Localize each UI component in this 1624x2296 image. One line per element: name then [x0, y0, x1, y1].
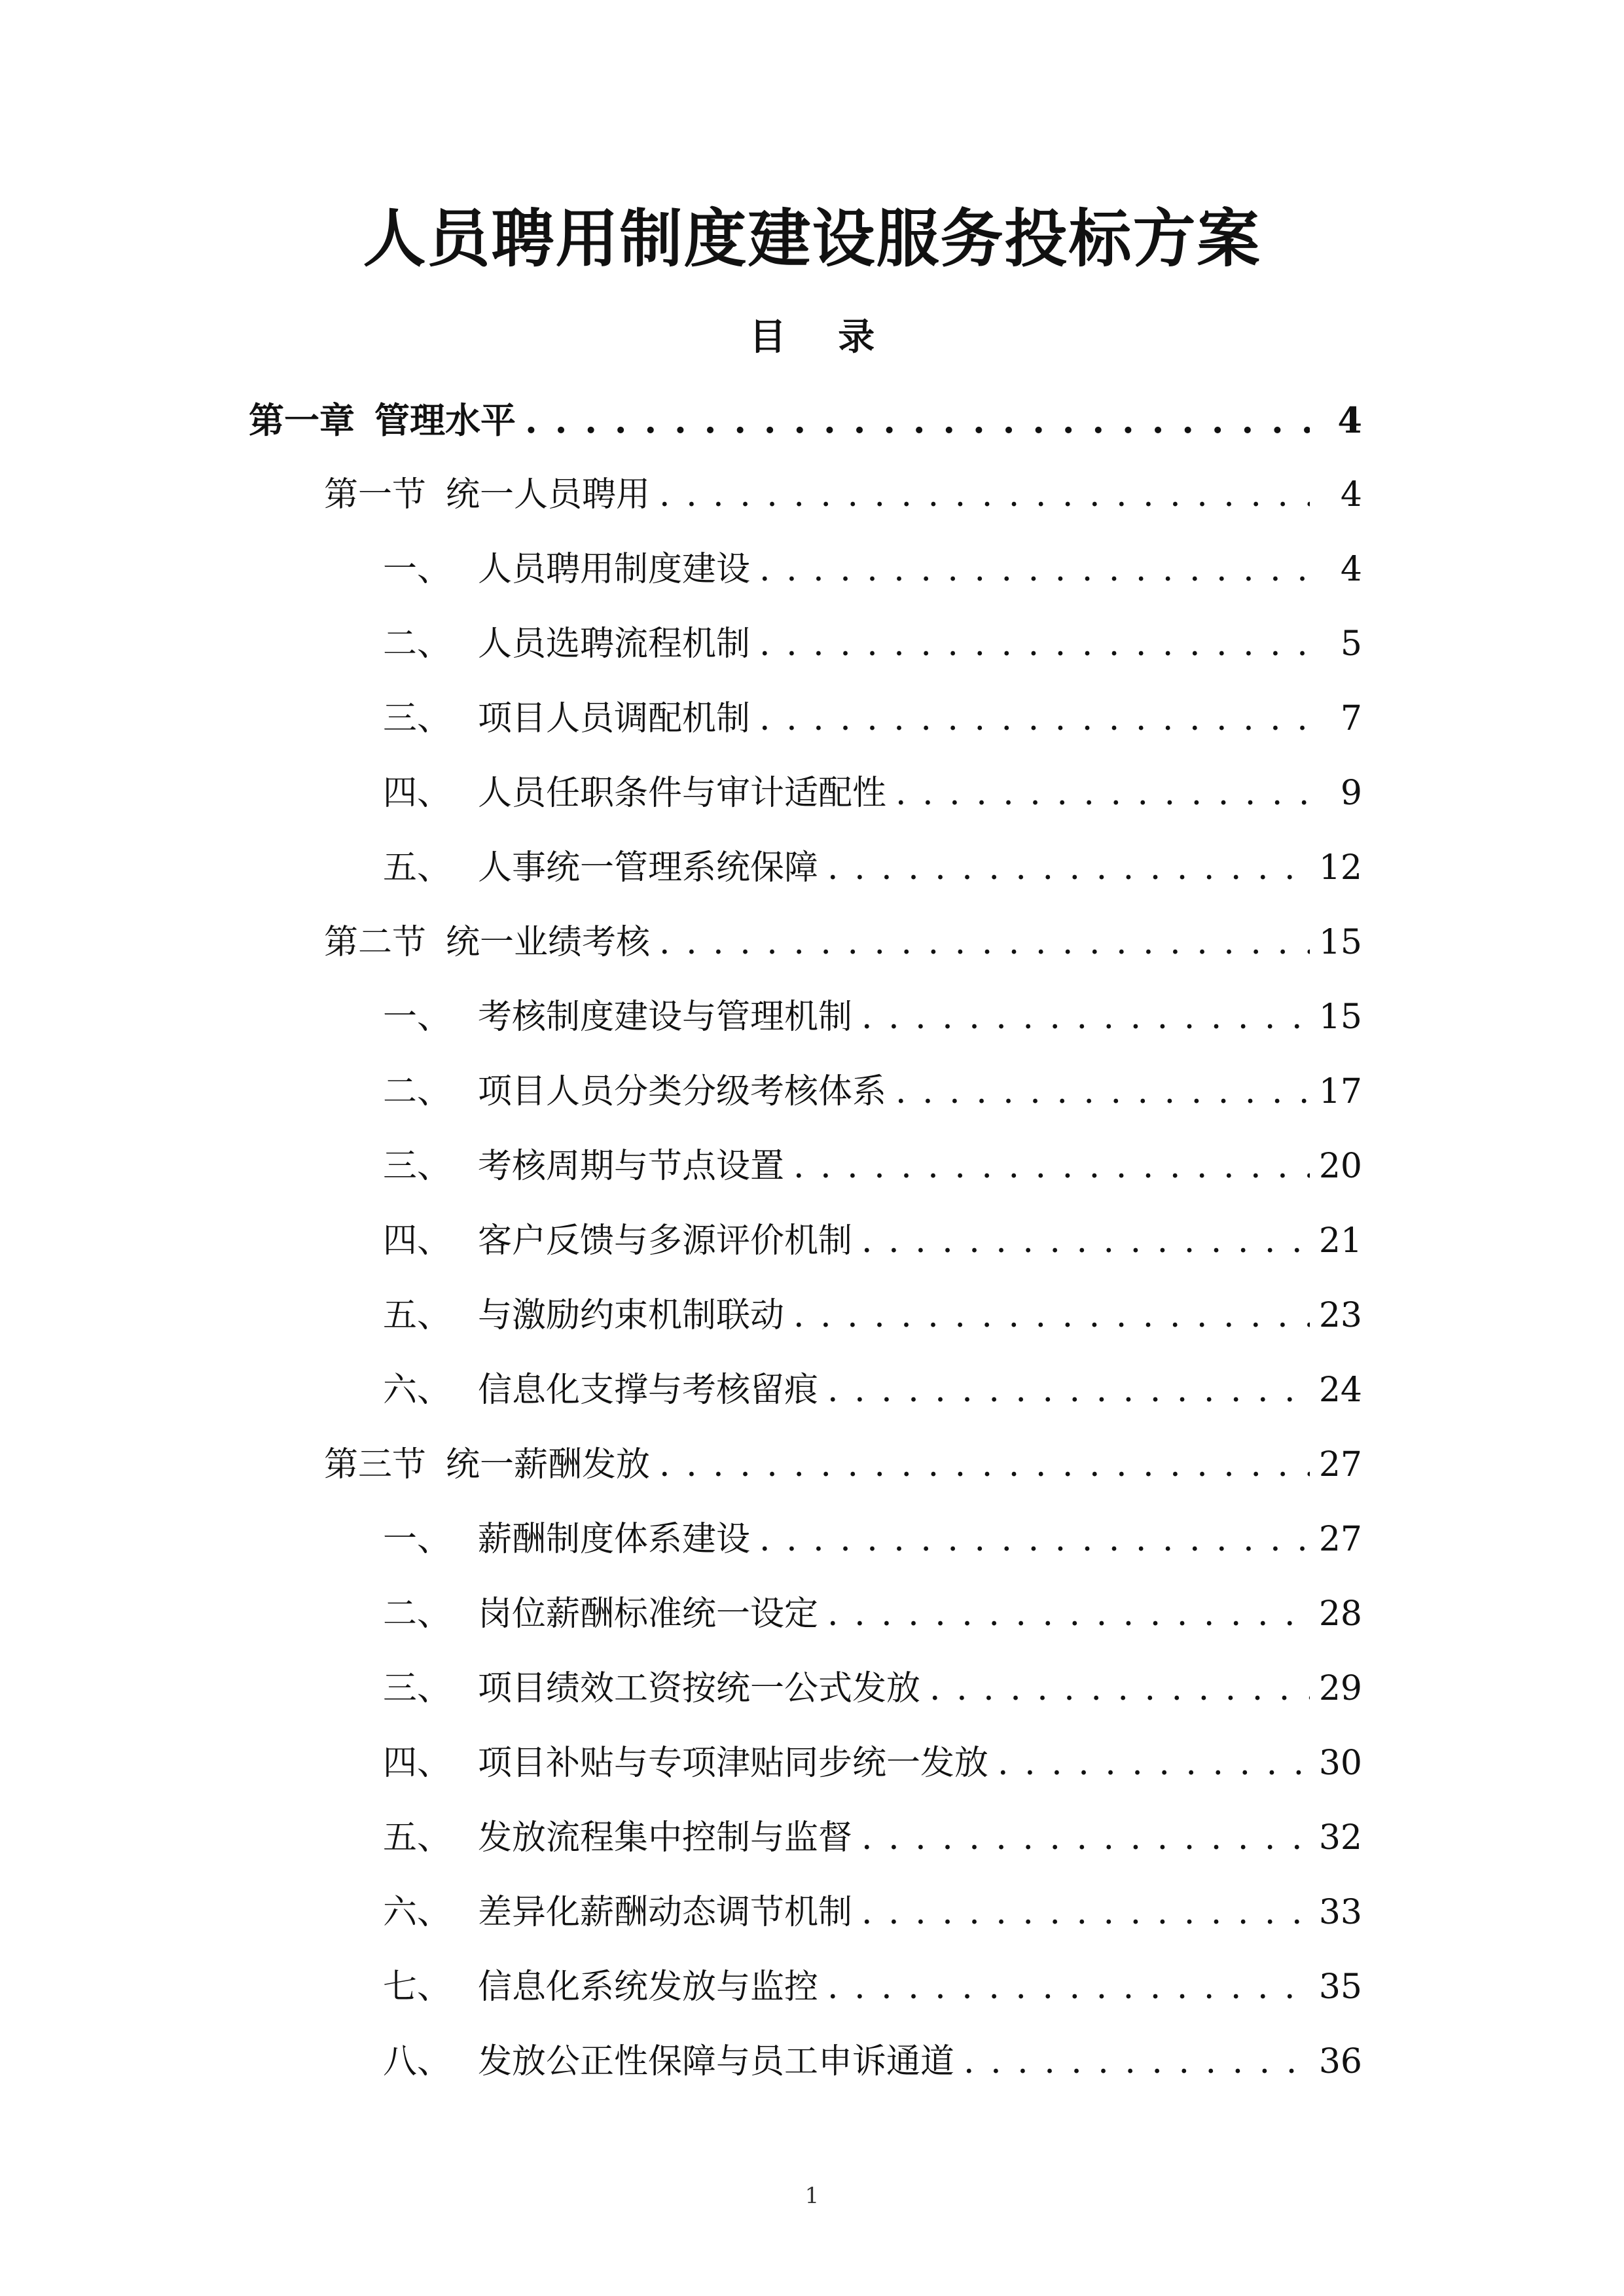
toc-entry-label: 项目补贴与专项津贴同步统一发放: [478, 1744, 989, 1783]
toc-entry-label: 统一人员聘用: [446, 475, 651, 514]
toc-entry-page: 12: [1318, 848, 1362, 888]
toc-entry-item[interactable]: [0, 1353, 1624, 1427]
toc-dot-leader: [998, 1737, 1310, 1789]
toc-entry-page: 15: [1318, 923, 1362, 962]
toc-entry-item[interactable]: [0, 681, 1624, 756]
toc-entry-number: 第二节: [324, 923, 427, 962]
toc-dot-leader: [861, 1886, 1310, 1939]
toc-entry-number: 一、: [383, 550, 452, 589]
toc-entry-label: 人员任职条件与审计适配性: [478, 774, 887, 813]
toc-entry-label: 项目人员调配机制: [478, 699, 751, 738]
toc-entry-label: 差异化薪酬动态调节机制: [478, 1893, 853, 1932]
toc-entry-item[interactable]: [0, 1204, 1624, 1278]
toc-entry-number: 八、: [383, 2042, 452, 2081]
toc-entry-number: 二、: [383, 1072, 452, 1111]
toc-entry-item[interactable]: [0, 1278, 1624, 1353]
toc-entry-number: 第三节: [324, 1445, 427, 1484]
toc-entry-label: 统一业绩考核: [446, 923, 651, 962]
toc-entry-page: 5: [1340, 624, 1362, 664]
toc-entry-number: 三、: [383, 1147, 452, 1186]
toc-entry-chapter[interactable]: [0, 383, 1624, 457]
toc-dot-leader: [964, 2036, 1310, 2088]
toc-entry-number: 七、: [383, 1967, 452, 2007]
toc-dot-leader: [827, 842, 1310, 894]
toc-dot-leader: [861, 991, 1310, 1043]
toc-entry-number: 四、: [383, 1744, 452, 1783]
toc-entry-item[interactable]: [0, 1950, 1624, 2024]
toc-entry-label: 与激励约束机制联动: [478, 1296, 785, 1335]
toc-entry-number: 二、: [383, 624, 452, 664]
toc-entry-page: 20: [1318, 1147, 1362, 1186]
toc-dot-leader: [659, 916, 1310, 969]
toc-entry-page: 32: [1318, 1818, 1362, 1857]
toc-entry-page: 4: [1337, 399, 1362, 441]
toc-entry-page: 23: [1318, 1296, 1362, 1335]
toc-entry-page: 4: [1340, 475, 1362, 514]
toc-dot-leader: [659, 1439, 1310, 1491]
toc-entry-item[interactable]: [0, 1577, 1624, 1651]
toc-entry-item[interactable]: [0, 831, 1624, 905]
toc-dot-leader: [929, 1662, 1310, 1715]
toc-entry-number: 五、: [383, 848, 452, 888]
toc-dot-leader: [759, 618, 1310, 670]
toc-entry-label: 项目绩效工资按统一公式发放: [478, 1669, 921, 1708]
toc-entry-number: 三、: [383, 699, 452, 738]
toc-dot-leader: [793, 1140, 1310, 1193]
toc-entry-page: 29: [1318, 1669, 1362, 1708]
toc-entry-label: 薪酬制度体系建设: [478, 1520, 751, 1559]
toc-entry-page: 33: [1318, 1893, 1362, 1932]
toc-entry-label: 客户反馈与多源评价机制: [478, 1221, 853, 1261]
toc-dot-leader: [827, 1364, 1310, 1416]
toc-entry-number: 四、: [383, 774, 452, 813]
toc-entry-label: 考核周期与节点设置: [478, 1147, 785, 1186]
toc-dot-leader: [659, 469, 1310, 521]
toc-entry-number: 第一节: [324, 475, 427, 514]
toc-entry-label: 人员选聘流程机制: [478, 624, 751, 664]
toc-entry-item[interactable]: [0, 532, 1624, 607]
document-title: 人员聘用制度建设服务投标方案: [363, 202, 1261, 276]
toc-entry-page: 35: [1318, 1967, 1362, 2007]
toc-entry-page: 27: [1318, 1445, 1362, 1484]
toc-entry-label: 项目人员分类分级考核体系: [478, 1072, 887, 1111]
toc-entry-page: 7: [1340, 699, 1362, 738]
toc-entry-page: 15: [1318, 997, 1362, 1037]
toc-entry-label: 管理水平: [374, 399, 516, 441]
toc-heading: 目 录: [749, 315, 895, 359]
toc-entry-page: 9: [1340, 774, 1362, 813]
toc-entry-item[interactable]: [0, 1502, 1624, 1577]
toc-entry-item[interactable]: [0, 1726, 1624, 1801]
page-number: 1: [804, 2183, 820, 2209]
toc-entry-label: 发放流程集中控制与监督: [478, 1818, 853, 1857]
toc-entry-page: 30: [1318, 1744, 1362, 1783]
toc-entry-item[interactable]: [0, 607, 1624, 681]
toc-dot-leader: [759, 1513, 1310, 1566]
toc-entry-label: 发放公正性保障与员工申诉通道: [478, 2042, 955, 2081]
toc-dot-leader: [895, 1066, 1310, 1118]
toc-entry-page: 4: [1340, 550, 1362, 589]
toc-entry-number: 二、: [383, 1594, 452, 1634]
toc-entry-item[interactable]: [0, 1651, 1624, 1726]
toc-entry-label: 岗位薪酬标准统一设定: [478, 1594, 819, 1634]
toc-entry-label: 信息化支撑与考核留痕: [478, 1371, 819, 1410]
toc-entry-page: 27: [1318, 1520, 1362, 1559]
toc-entry-item[interactable]: [0, 2024, 1624, 2099]
toc-dot-leader: [861, 1812, 1310, 1864]
toc-entry-label: 人员聘用制度建设: [478, 550, 751, 589]
toc-entry-label: 统一薪酬发放: [446, 1445, 651, 1484]
toc-entry-page: 28: [1318, 1594, 1362, 1634]
toc-entry-item[interactable]: [0, 1875, 1624, 1950]
toc-dot-leader: [827, 1588, 1310, 1640]
table-of-contents: [0, 383, 1624, 2099]
toc-entry-item[interactable]: [0, 1129, 1624, 1204]
toc-dot-leader: [759, 543, 1310, 596]
toc-dot-leader: [793, 1289, 1310, 1342]
toc-dot-leader: [895, 767, 1310, 819]
toc-entry-page: 24: [1318, 1371, 1362, 1410]
toc-entry-number: 四、: [383, 1221, 452, 1261]
toc-entry-section[interactable]: [0, 1427, 1624, 1502]
toc-dot-leader: [861, 1215, 1310, 1267]
toc-entry-label: 信息化系统发放与监控: [478, 1967, 819, 2007]
toc-entry-number: 三、: [383, 1669, 452, 1708]
toc-dot-leader: [827, 1961, 1310, 2013]
toc-entry-number: 六、: [383, 1893, 452, 1932]
toc-entry-page: 21: [1318, 1221, 1362, 1261]
toc-entry-item[interactable]: [0, 980, 1624, 1054]
toc-entry-number: 一、: [383, 997, 452, 1037]
toc-entry-number: 五、: [383, 1296, 452, 1335]
toc-entry-label: 人事统一管理系统保障: [478, 848, 819, 888]
toc-entry-label: 考核制度建设与管理机制: [478, 997, 853, 1037]
toc-entry-number: 六、: [383, 1371, 452, 1410]
toc-entry-section[interactable]: [0, 457, 1624, 532]
toc-entry-number: 五、: [383, 1818, 452, 1857]
toc-entry-page: 17: [1318, 1072, 1362, 1111]
toc-entry-section[interactable]: [0, 905, 1624, 980]
toc-entry-number: 一、: [383, 1520, 452, 1559]
toc-dot-leader: [759, 692, 1310, 745]
toc-dot-leader: [525, 394, 1310, 446]
toc-entry-item[interactable]: [0, 1801, 1624, 1875]
toc-entry-page: 36: [1318, 2042, 1362, 2081]
toc-entry-item[interactable]: [0, 756, 1624, 831]
toc-entry-item[interactable]: [0, 1054, 1624, 1129]
toc-entry-number: 第一章: [249, 399, 355, 441]
